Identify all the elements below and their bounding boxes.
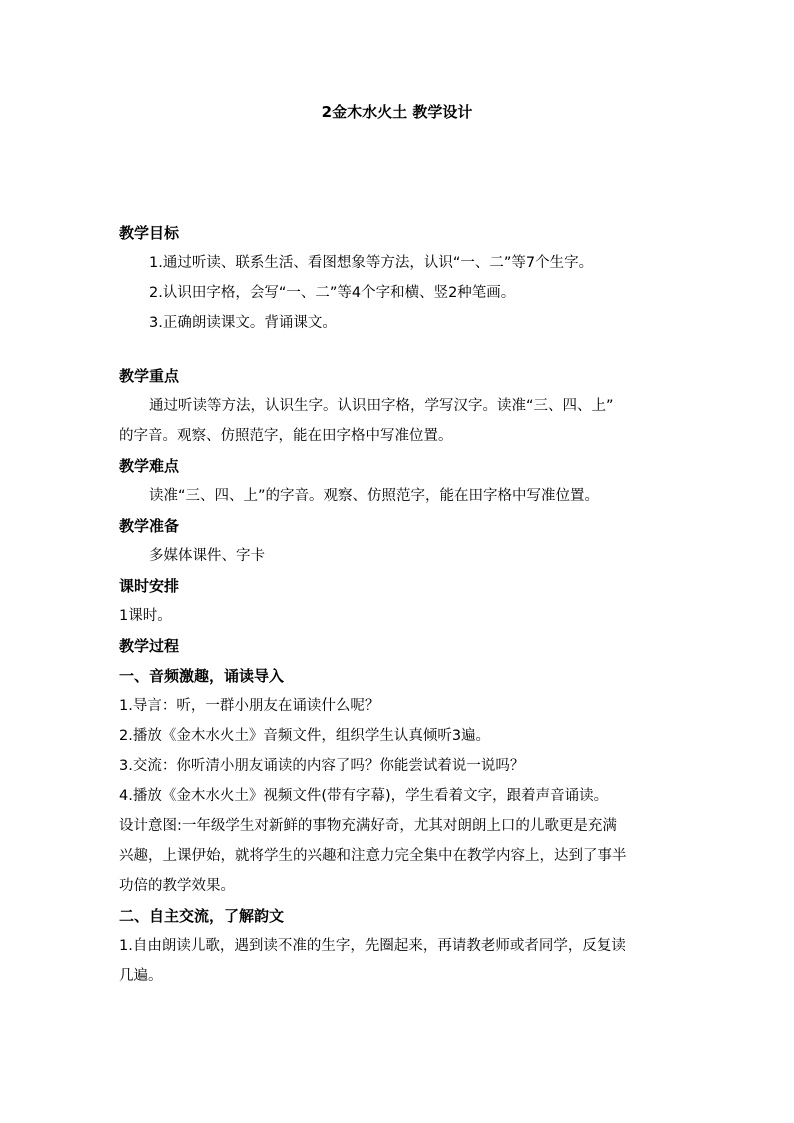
document-body	[119, 222, 679, 987]
goal-item: 3.正确朗读课文。背诵课文。	[149, 315, 337, 331]
goals-heading: 教学目标	[119, 224, 180, 242]
part1-step: 3.交流：你听清小朋友诵读的内容了吗？你能尝试着说一说吗？	[119, 758, 525, 774]
schedule-text: 1课时。	[119, 608, 172, 624]
schedule-heading: 课时安排	[119, 577, 180, 595]
key-points-text: 通过听读等方法，认识生字。认识田字格，学写汉字。读准“三、四、上”	[149, 398, 614, 414]
difficulty-heading: 教学难点	[119, 457, 180, 475]
part2-step: 1.自由朗读儿歌，遇到读不准的生字，先圈起来，再请教老师或者同学，反复读	[119, 938, 626, 954]
part2-heading: 二、自主交流，了解韵文	[119, 907, 285, 925]
document-title: 2金木水火土 教学设计	[321, 103, 473, 121]
part1-heading: 一、音频激趣，诵读导入	[119, 667, 285, 685]
key-points-text: 的字音。观察、仿照范字，能在田字格中写准位置。	[119, 428, 453, 444]
part2-step: 几遍。	[119, 968, 163, 984]
process-heading: 教学过程	[119, 637, 180, 655]
design-intent-text: 功倍的教学效果。	[119, 878, 235, 894]
part1-step: 4.播放《金木水火土》视频文件(带有字幕)，学生看着文字，跟着声音诵读。	[119, 788, 609, 804]
goal-item: 2.认识田字格，会写“一、二”等4个字和横、竖2种笔画。	[149, 285, 516, 301]
preparation-text: 多媒体课件、字卡	[149, 548, 265, 564]
key-points-heading: 教学重点	[119, 367, 180, 385]
preparation-heading: 教学准备	[119, 517, 180, 535]
difficulty-text: 读准“三、四、上”的字音。观察、仿照范字，能在田字格中写准位置。	[149, 488, 600, 504]
part1-step: 1.导言：听，一群小朋友在诵读什么呢？	[119, 698, 380, 714]
part1-step: 2.播放《金木水火土》音频文件，组织学生认真倾听3遍。	[119, 728, 491, 744]
design-intent-text: 设计意图:一年级学生对新鲜的事物充满好奇，尤其对朗朗上口的儿歌更是充满	[119, 818, 617, 834]
design-intent-text: 兴趣，上课伊始，就将学生的兴趣和注意力完全集中在教学内容上，达到了事半	[119, 848, 627, 864]
goal-item: 1.通过听读、联系生活、看图想象等方法，认识“一、二”等7个生字。	[149, 255, 594, 271]
